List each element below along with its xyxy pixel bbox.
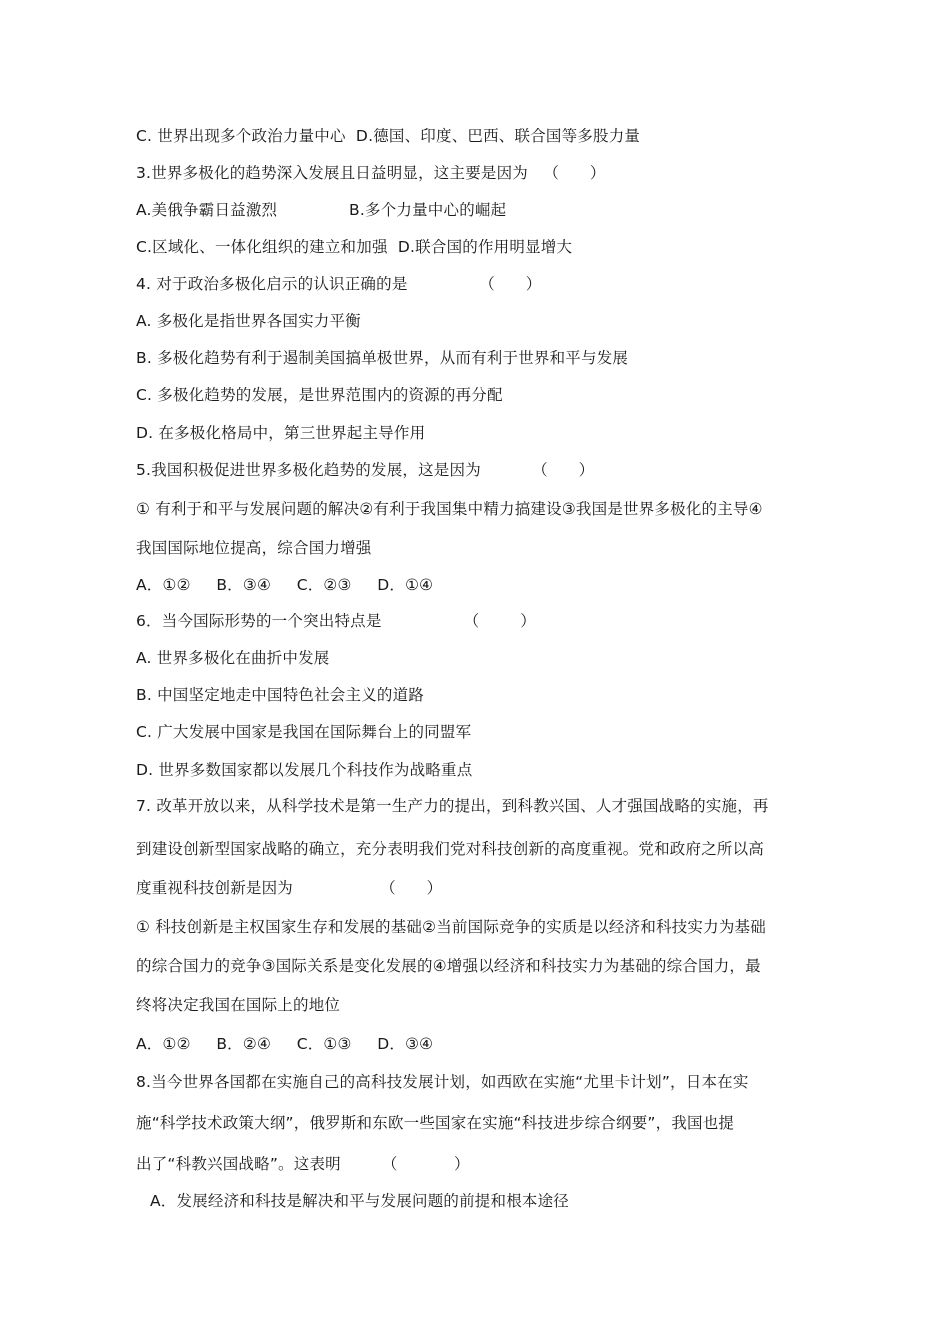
text-line: A. 世界多极化在曲折中发展 bbox=[136, 649, 330, 667]
text-line: 施“科学技术政策大纲”，俄罗斯和东欧一些国家在实施“科技进步综合纲要”，我国也提 bbox=[136, 1114, 735, 1132]
text-line: D. 世界多数国家都以发展几个科技作为战略重点 bbox=[136, 761, 473, 779]
text-line: ① 有利于和平与发展问题的解决②有利于我国集中精力搞建设③我国是世界多极化的主导④ bbox=[136, 500, 763, 518]
text-line: 8.当今世界各国都在实施自己的高科技发展计划，如西欧在实施“尤里卡计划”，日本在实 bbox=[136, 1073, 749, 1091]
text-line: 5.我国积极促进世界多极化趋势的发展，这是因为 （ ） bbox=[136, 461, 595, 479]
text-line: 6．当今国际形势的一个突出特点是 （ ） bbox=[136, 612, 537, 630]
text-line: 7. 改革开放以来，从科学技术是第一生产力的提出，到科教兴国、人才强国战略的实施，再 bbox=[136, 797, 769, 815]
text-line: C. 多极化趋势的发展，是世界范围内的资源的再分配 bbox=[136, 386, 503, 404]
text-line: 我国国际地位提高，综合国力增强 bbox=[136, 539, 372, 557]
text-line: C. 世界出现多个政治力量中心 D.德国、印度、巴西、联合国等多股力量 bbox=[136, 127, 641, 145]
text-line: A．①② B．③④ C．②③ D．①④ bbox=[136, 576, 434, 594]
text-line: D. 在多极化格局中，第三世界起主导作用 bbox=[136, 424, 426, 442]
text-line: 到建设创新型国家战略的确立，充分表明我们党对科技创新的高度重视。党和政府之所以高 bbox=[136, 840, 765, 858]
text-line: 出了“科教兴国战略”。这表明 （ ） bbox=[136, 1155, 470, 1173]
text-line: A．①② B．②④ C．①③ D．③④ bbox=[136, 1035, 434, 1053]
text-line: C. 广大发展中国家是我国在国际舞台上的同盟军 bbox=[136, 723, 472, 741]
text-line: 度重视科技创新是因为 （ ） bbox=[136, 879, 443, 897]
text-line: 终将决定我国在国际上的地位 bbox=[136, 996, 341, 1014]
text-line: 3.世界多极化的趋势深入发展且日益明显，这主要是因为 （ ） bbox=[136, 164, 606, 182]
text-line: C.区域化、一体化组织的建立和加强 D.联合国的作用明显增大 bbox=[136, 238, 573, 256]
text-line: A. 多极化是指世界各国实力平衡 bbox=[136, 312, 361, 330]
text-line: B. 中国坚定地走中国特色社会主义的道路 bbox=[136, 686, 424, 704]
text-line: 4. 对于政治多极化启示的认识正确的是 （ ） bbox=[136, 275, 542, 293]
text-line: 的综合国力的竞争③国际关系是变化发展的④增强以经济和科技实力为基础的综合国力，最 bbox=[136, 957, 761, 975]
text-line: ① 科技创新是主权国家生存和发展的基础②当前国际竞争的实质是以经济和科技实力为基础 bbox=[136, 918, 766, 936]
text-line: A.美俄争霸日益激烈 B.多个力量中心的崛起 bbox=[136, 201, 507, 219]
text-line: B. 多极化趋势有利于遏制美国搞单极世界，从而有利于世界和平与发展 bbox=[136, 349, 629, 367]
text-line: A．发展经济和科技是解决和平与发展问题的前提和根本途径 bbox=[150, 1192, 570, 1210]
